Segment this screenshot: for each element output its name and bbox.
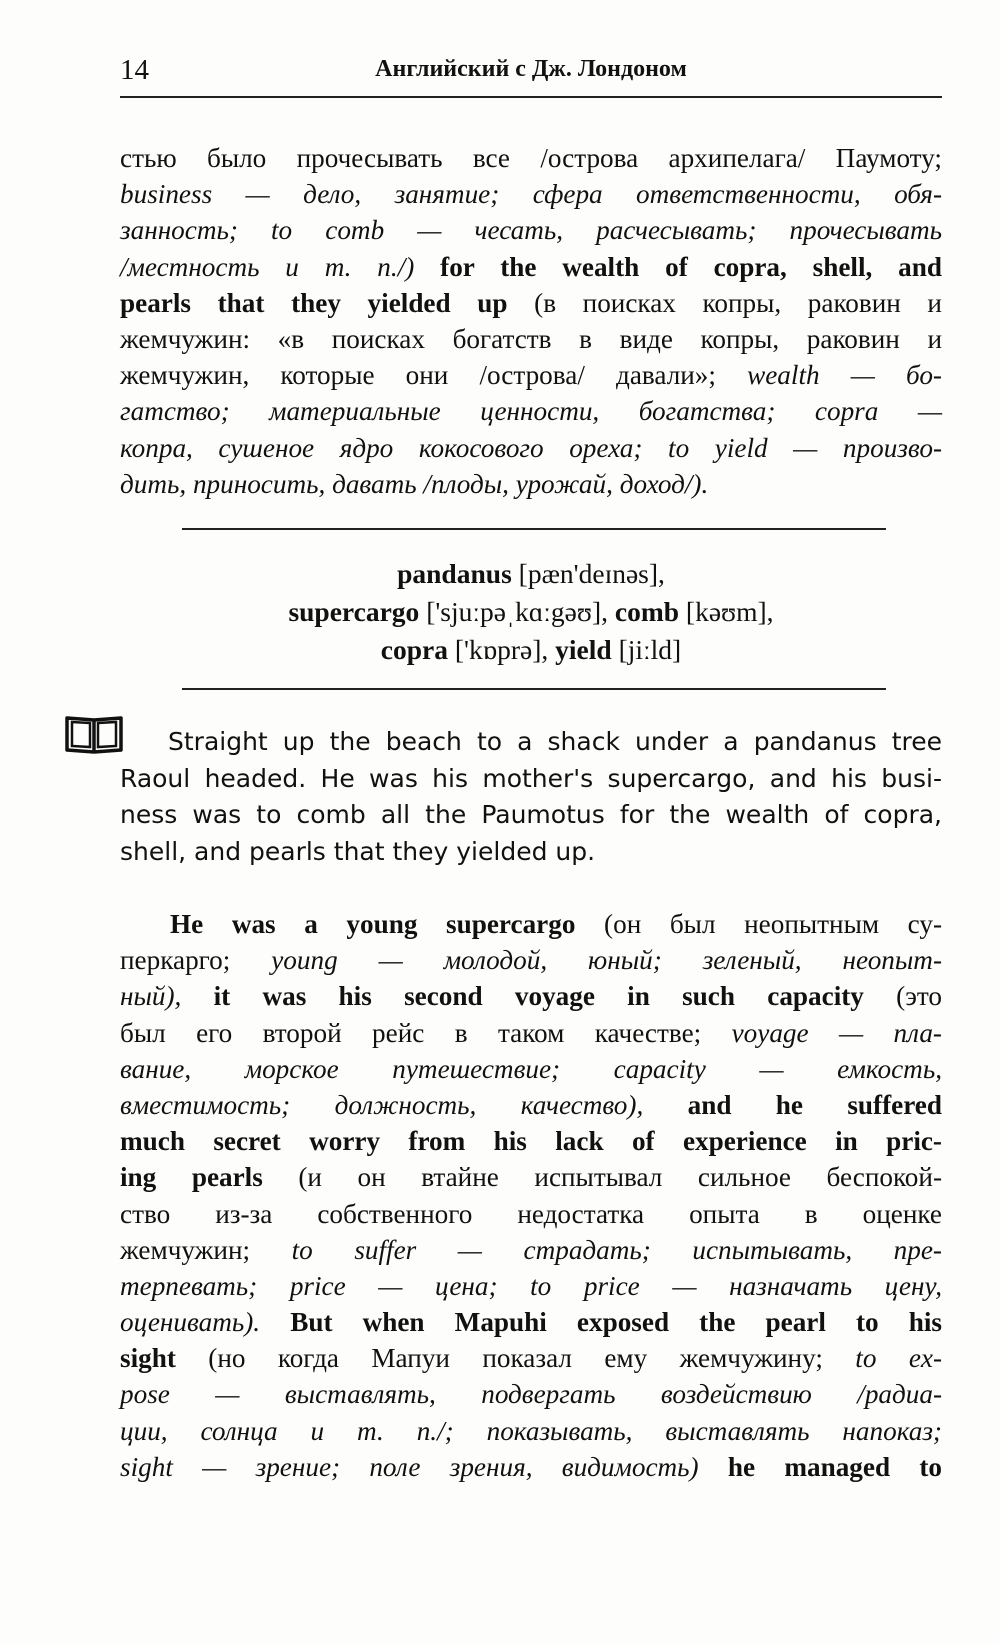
text-line: Raoul headed. He was his mother's supercargo, and his busi- <box>120 763 942 793</box>
text-line: pose — выставлять, подвергать воздействию /радиа- <box>120 1379 942 1410</box>
text-line: pearls that they yielded up (в поисках копры, раковин и <box>120 287 942 318</box>
text-line: жемчужин, которые они /острова/ давали»; wealth — бо- <box>120 360 942 391</box>
text-line: much secret worry from his lack of experience in pric- <box>120 1126 942 1157</box>
pronunciation-block <box>120 555 942 669</box>
pronunciation-line: copra ['kɒprə], yield [jiːld] <box>380 634 682 665</box>
text-line: оценивать). But when Mapuhi exposed the pearl to his <box>120 1307 943 1338</box>
text-line: вание, морское путешествие; capacity — емкость, <box>120 1053 942 1084</box>
text-line: жемчужин; to suffer — страдать; испытывать, пре- <box>120 1234 942 1265</box>
text-line: ции, солнца и т. п./; показывать, выставлять напоказ; <box>120 1415 942 1446</box>
text-line: копра, сушеное ядро кокосового ореха; to yield — произво- <box>120 432 942 463</box>
text-line: был его второй рейс в таком качестве; voyage — пла- <box>120 1017 942 1048</box>
text-line: гатство; материальные ценности, богатства; copra — <box>120 396 942 427</box>
text-line: shell, and pearls that they yielded up. <box>120 836 596 866</box>
text-line: ство из-за собственного недостатка опыта в оценке <box>120 1198 942 1229</box>
text-line: терпевать; price — цена; to price — назначать цену, <box>120 1270 942 1301</box>
text-line: занность; to comb — чесать, расчесывать; прочесывать <box>120 215 942 246</box>
page-header <box>120 52 942 98</box>
pronunciation-line: supercargo ['sjuːpəˌkɑːgəʊ], comb [kəʊm], <box>288 596 774 627</box>
divider-top <box>182 528 886 530</box>
commentary-paragraph-1 <box>120 140 942 502</box>
text-line: He was a young supercargo (он был неопытным су- <box>170 909 942 939</box>
original-text-excerpt <box>120 724 942 870</box>
text-line: перкарго; young — молодой, юный; зеленый, неопыт- <box>120 945 942 976</box>
text-line: вместимость; должность, качество), and he suffered <box>120 1089 942 1120</box>
text-line: sight — зрение; поле зрения, видимость) he managed to <box>120 1451 942 1482</box>
commentary-paragraph-2 <box>120 906 942 1485</box>
text-line: жемчужин: «в поисках богатств в виде копры, раковин и <box>120 323 942 354</box>
pronunciation-line: pandanus [pæn'deɪnəs], <box>397 558 665 589</box>
page-number: 14 <box>120 54 149 86</box>
text-line: ный), it was his second voyage in such capacity (это <box>120 981 943 1012</box>
text-line: ing pearls (и он втайне испытывал сильное беспокой- <box>120 1162 943 1193</box>
running-title: Английский с Дж. Лондоном <box>375 56 687 82</box>
text-line: дить, приносить, давать /плоды, урожай, доход/). <box>120 468 709 499</box>
open-book-icon <box>64 714 124 756</box>
text-line: /местность и т. п./) for the wealth of copra, shell, and <box>120 251 942 282</box>
text-line: business — дело, занятие; сфера ответственности, обя- <box>120 179 942 210</box>
divider-bottom <box>182 688 886 690</box>
text-line: ness was to comb all the Paumotus for the wealth of copra, <box>120 800 942 829</box>
text-line: Straight up the beach to a shack under a pandanus tree <box>168 727 942 756</box>
text-line: стью было прочесывать все /острова архипелага/ Паумоту; <box>120 143 942 173</box>
text-line: sight (но когда Мапуи показал ему жемчужину; to ex- <box>120 1343 943 1374</box>
